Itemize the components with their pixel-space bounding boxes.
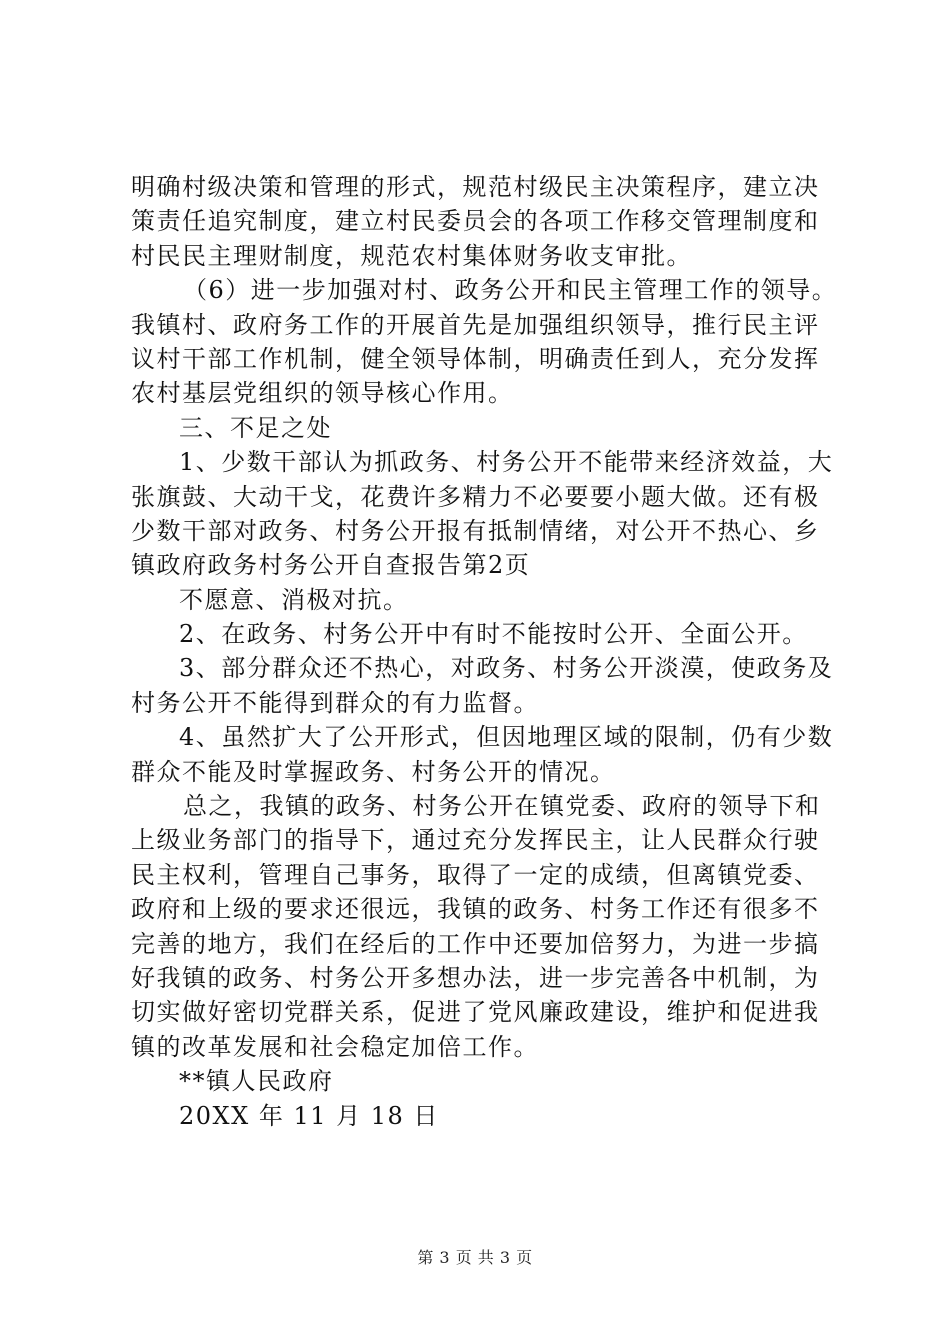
signature-organization: **镇人民政府 [179,1067,334,1096]
list-item-1: 1、少数干部认为抓政务、村务公开不能带来经济效益，大 [179,448,834,477]
text-line: 好我镇的政务、村务公开多想办法，进一步完善各中机制，为 [131,963,820,992]
list-item-2: 2、在政务、村务公开中有时不能按时公开、全面公开。 [179,620,808,649]
text-line: 不愿意、消极对抗。 [179,585,409,614]
text-line: 明确村级决策和管理的形式，规范村级民主决策程序，建立决 [131,173,820,201]
signature-date: 20XX 年 11 月 18 日 [179,1101,439,1130]
text-line: 镇政府政务村务公开自查报告第2页 [131,551,531,580]
text-line: 民主权利，管理自己事务，取得了一定的成绩，但离镇党委、 [131,860,820,889]
text-line: 切实做好密切党群关系，促进了党风廉政建设，维护和促进我 [131,998,820,1027]
text-line: 村务公开不能得到群众的有力监督。 [131,688,539,717]
text-line: 村民民主理财制度，规范农村集体财务收支审批。 [131,241,692,270]
section-heading-shortcomings: 三、不足之处 [179,413,332,442]
text-line: 少数干部对政务、村务公开报有抵制情绪，对公开不热心、乡 [131,516,820,545]
text-line: 策责任追究制度，建立村民委员会的各项工作移交管理制度和 [131,207,820,236]
paragraph-6-heading: （6）进一步加强对村、政务公开和民主管理工作的领导。 [183,276,838,305]
list-item-3: 3、部分群众还不热心，对政务、村务公开淡漠，使政务及 [179,654,834,683]
text-line: 政府和上级的要求还很远，我镇的政务、村务工作还有很多不 [131,895,820,924]
text-line: 镇的改革发展和社会稳定加倍工作。 [131,1032,539,1061]
summary-paragraph-start: 总之，我镇的政务、村务公开在镇党委、政府的领导下和 [183,792,821,821]
text-line: 我镇村、政府务工作的开展首先是加强组织领导，推行民主评 [131,310,820,339]
text-line: 完善的地方，我们在经后的工作中还要加倍努力，为进一步搞 [131,929,820,958]
text-line: 议村干部工作机制，健全领导体制，明确责任到人，充分发挥 [131,344,820,373]
text-line: 张旗鼓、大动干戈，花费许多精力不必要要小题大做。还有极 [131,482,820,511]
text-line: 上级业务部门的指导下，通过充分发挥民主，让人民群众行驶 [131,826,820,855]
text-line: 农村基层党组织的领导核心作用。 [131,379,514,408]
list-item-4: 4、虽然扩大了公开形式，但因地理区域的限制，仍有少数 [179,723,834,752]
page-number-footer: 第 3 页 共 3 页 [417,1248,533,1267]
text-line: 群众不能及时掌握政务、村务公开的情况。 [131,757,616,786]
document-body [131,170,838,1133]
